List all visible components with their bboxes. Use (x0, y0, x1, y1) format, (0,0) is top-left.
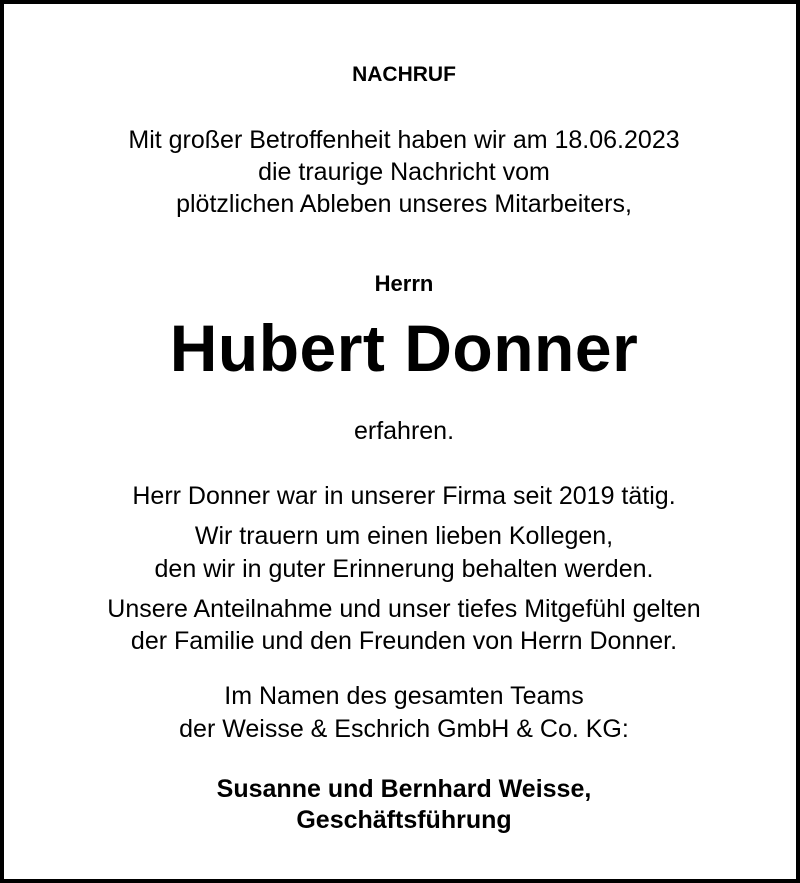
body-line-3: den wir in guter Erinnerung behalten werden. (154, 555, 654, 583)
heading: NACHRUF (352, 63, 456, 86)
deceased-name: Hubert Donner (169, 311, 639, 385)
signatory-names: Susanne und Bernhard Weisse, (216, 775, 592, 803)
on-behalf-line-2: der Weisse & Eschrich GmbH & Co. KG: (179, 715, 629, 743)
received-text: erfahren. (353, 417, 455, 445)
body-line-1: Herr Donner war in unserer Firma seit 2019 tätig. (132, 482, 676, 510)
body-line-4: Unsere Anteilnahme und unser tiefes Mitgefühl gelten (107, 595, 701, 623)
on-behalf-line-1: Im Namen des gesamten Teams (224, 682, 584, 710)
signatory-role: Geschäftsführung (296, 806, 512, 834)
intro-line-2: die traurige Nachricht vom (258, 158, 550, 186)
intro-line-3: plötzlichen Ableben unseres Mitarbeiters, (176, 190, 632, 218)
body-line-2: Wir trauern um einen lieben Kollegen, (194, 522, 614, 550)
intro-line-1: Mit großer Betroffenheit haben wir am 18.06.2023 (128, 126, 680, 154)
body-line-5: der Familie und den Freunden von Herrn Donner. (130, 627, 678, 655)
salutation: Herrn (374, 271, 434, 296)
